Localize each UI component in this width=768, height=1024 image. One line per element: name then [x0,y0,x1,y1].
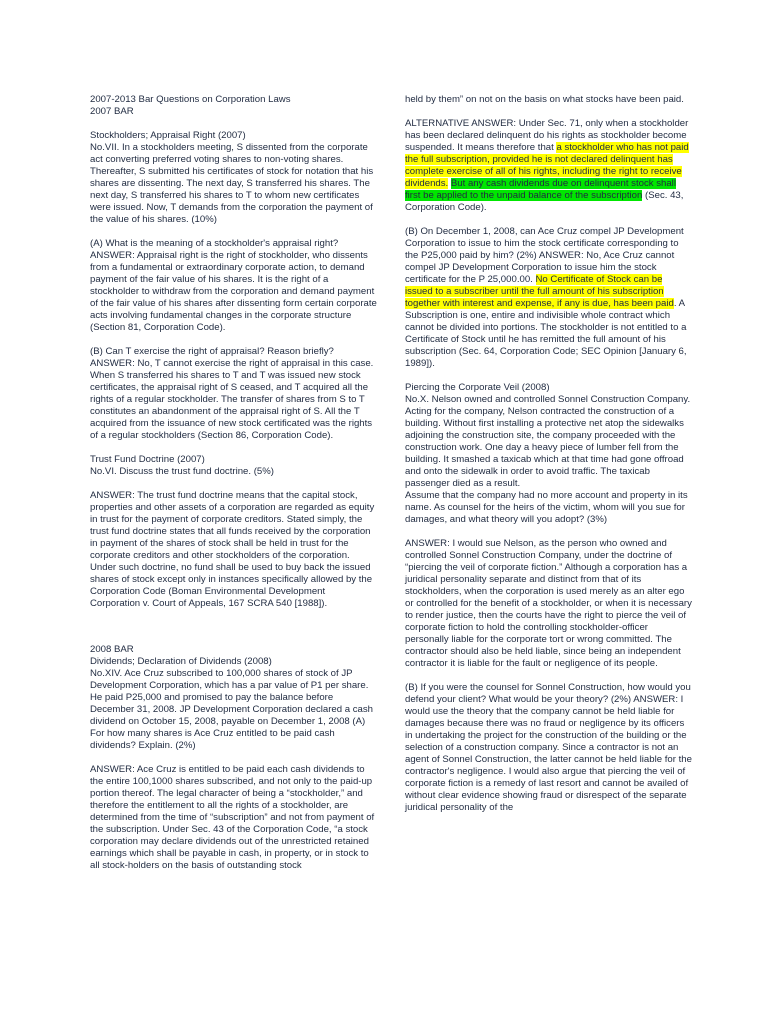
dividends-heading: Dividends; Declaration of Dividends (2008) [90,656,272,667]
highlight-yellow-rights: a stockholder who has not paid the full subscription, provided he is not declared delinquent has complete exercise of all of his rights, including the right to receive dividends. [405,142,689,189]
highlight-green-dividends: But any cash dividends due on delinquent stock shall first be applied to the unpaid balance of the subscription [405,178,676,201]
alternative-answer [405,118,692,214]
left-column [90,94,377,884]
trust-fund-question: No.VI. Discuss the trust fund doctrine. (5%) [90,466,274,477]
dividends-question: No.XIV. Ace Cruz subscribed to 100,000 shares of stock of JP Development Corporation, which has a par value of P1 per share. He paid P25,000 and promised to pay the balance before December 31, 2008. JP Development Corporation declared a cash dividend on October 15, 2008, payable on December 1, 2008 (A) For how many shares is Ace Cruz entitled to be paid cash dividends? Explain. (2%) [90,668,374,751]
appraisal-question: No.VII. In a stockholders meeting, S dissented from the corporate act converting preferred voting shares to non-voting shares. Thereafter, S submitted his certificates of stock for notation that his shares are dissenting. The next day, S transferred his shares. The next day, S transferred his shares to T to whom new certificates were issued. Now, T demands from the corporation the payment of the value of his shares. (10%) [90,142,374,225]
bar-year-2007: 2007 BAR [90,106,134,117]
dividends-answer-continued: held by them” on not on the basis on what stocks have been paid. [405,94,684,105]
appraisal-heading: Stockholders; Appraisal Right (2007) [90,130,246,141]
piercing-answer: ANSWER: I would sue Nelson, as the person who owned and controlled Sonnel Construction Company, under the doctrine of “piercing the veil of corporate fiction.” Although a corporation has a juridical personality separate and distinct from that of its stockholders, when the corporation is used merely as an alter ego or controlled for the benefit of a stockholder, or when it is necessary to render justice, then the courts have the right to pierce the veil of corporate fiction to hold the controlling stockholder-officer personally liable for the corporate tort or wrong committed. The contractor should also be held liable, since being an independent contractor it is liable for the fault or negligence of its people. [405,538,692,669]
piercing-question: No.X. Nelson owned and controlled Sonnel Construction Company. Acting for the company, Nelson contracted the construction of a building. Without first installing a protective net atop the sidewalks adjoining the construction site, the company proceeded with the construction work. One day a heavy piece of lumber fell from the building. It smashed a taxicab which at that time had gone offroad and onto the sidewalk in order to avoid traffic. The taxicab passenger died as a result. [405,394,691,489]
appraisal-answer-b: (B) Can T exercise the right of appraisal? Reason briefly? ANSWER: No, T cannot exercise the right of appraisal in this case. When S transferred his shares to T and T was issued new stock certificates, the appraisal right of S ceased, and T acquired all the rights of a regular stockholder. The transfer of shares from S to T constitutes an abandonment of the appraisal right of S. All the T acquired from the issuance of new stock certificated was the rights of a regular stockholders (Section 86, Corporation Code). [90,346,374,441]
appraisal-answer-a: (A) What is the meaning of a stockholder's appraisal right? ANSWER: Appraisal right is the right of stockholder, who dissents from a fundamental or extraordinary corporate action, to demand payment of the fair value of his shares. It is the right of a stockholder to withdraw from the corporation and demand payment of the fair value of his shares after dissenting form certain corporate acts involving fundamental changes in the corporate structure (Section 81, Corporation Code). [90,238,377,333]
bar-year-2008: 2008 BAR [90,644,134,655]
trust-fund-answer: ANSWER: The trust fund doctrine means that the capital stock, properties and other assets of a corporation are regarded as equity in trust for the payment of corporate creditors. Stated simply, the trust fund doctrine states that all funds received by the corporation in payment of the shares of stock shall be held in trust for the corporate creditors and other stockholders of the corporation. Under such doctrine, no fund shall be used to buy back the issued shares of stock except only in instances specifically allowed by the Corporation Code (Boman Environmental Development Corporation v. Court of Appeals, 167 SCRA 540 [1988]). [90,490,375,609]
alt-text-post: (Sec. 43, Corporation Code). [405,190,684,213]
b-text-post: . A Subscription is one, entire and indivisible whole contract which cannot be divided into portions. The stockholder is not entitled to a Certificate of Stock until he has remitted the full amount of his subscription (Sec. 64, Corporation Code; SEC Opinion [January 6, 1989]). [405,298,687,369]
piercing-answer-b: (B) If you were the counsel for Sonnel Construction, how would you defend your client? What would be your theory? (2%) ANSWER: I would use the theory that the company cannot be held liable for damages because there was no fraud or negligence by its officers in undertaking the project for the construction of the building or the selection of a construction company. Since a contractor is not an agent of Sonnel Construction, the latter cannot be held liable for the contractor's negligence. I would also argue that piercing the veil of corporate fiction is a remedy of last resort and cannot be availed of without clear evidence showing fraud or disrespect of the separate juridical personality of the [405,682,692,813]
piercing-heading: Piercing the Corporate Veil (2008) [405,382,550,393]
dividends-answer: ANSWER: Ace Cruz is entitled to be paid each cash dividends to the entire 100,1000 shares subscribed, and not only to the paid-up portion thereof. The legal character of being a “stockholder,” and therefore the entitlement to all the rights of a stockholder, are determined from the time of “subscription” and not from payment of the subscription. Under Sec. 43 of the Corporation Code, “a stock corporation may declare dividends out of the unrestricted retained earnings which shall be payable in cash, in property, or in stock to all stock-holders on the basis of outstanding stock [90,764,375,871]
document-title: 2007-2013 Bar Questions on Corporation Laws [90,94,291,105]
certificate-answer-b [405,226,692,370]
alt-text-pre: ALTERNATIVE ANSWER: Under Sec. 71, only when a stockholder has been declared delinquent do his rights as stockholder become suspended. It means therefore that [405,118,689,153]
trust-fund-heading: Trust Fund Doctrine (2007) [90,454,205,465]
highlight-yellow-certificate: No Certificate of Stock can be issued to a subscriber until the full amount of his subscription together with interest and expense, if any is due, has been paid [405,274,674,309]
right-column [405,94,692,826]
piercing-question-2: Assume that the company had no more account and property in its name. As counsel for the heirs of the victim, whom will you sue for damages, and what theory will you adopt? (3%) [405,490,688,525]
b-text-pre: (B) On December 1, 2008, can Ace Cruz compel JP Development Corporation to issue to him the stock certificate corresponding to the P25,000 paid by him? (2%) ANSWER: No, Ace Cruz cannot compel JP Development Corporation to issue him the stock certificate for the P 25,000.00. [405,226,684,285]
